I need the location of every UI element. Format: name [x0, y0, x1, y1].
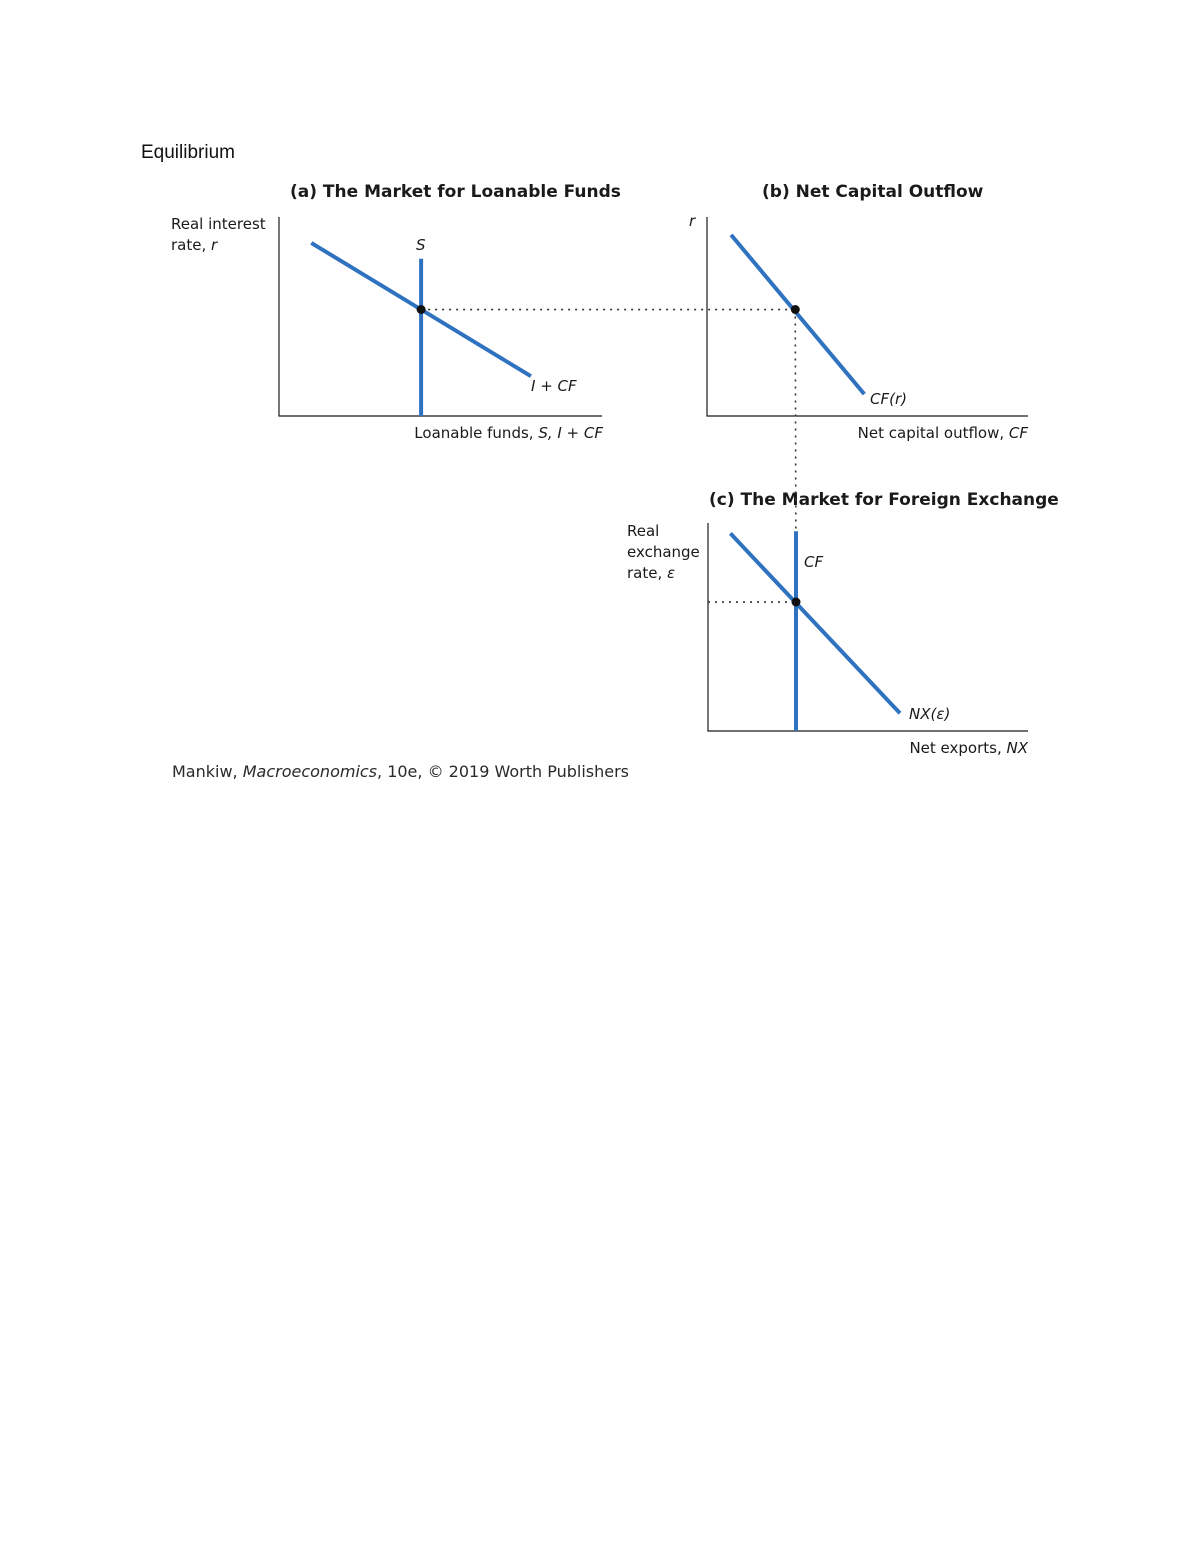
panel-c-title: (c) The Market for Foreign Exchange — [709, 490, 1059, 510]
panel-c-series-nx-label: NX(ε) — [909, 705, 951, 723]
panel-b-equilibrium-point — [791, 305, 800, 314]
panel-a-equilibrium-point — [417, 305, 426, 314]
panel-c-equilibrium-point — [792, 598, 801, 607]
panel-c-ylabel-line3: rate, ε — [627, 564, 676, 582]
panel-a-series-icf-label: I + CF — [531, 377, 577, 395]
panel-c-series-cf-label: CF — [804, 553, 824, 571]
figure-credit: Mankiw, Macroeconomics, 10e, © 2019 Worth Publishers — [172, 762, 629, 781]
chart-marks — [311, 235, 900, 731]
panel-b-series-0-line — [731, 235, 864, 394]
panel-b-xlabel: Net capital outflow, CF — [857, 424, 1028, 442]
panel-b-ylabel: r — [689, 212, 696, 230]
panel-a-xlabel: Loanable funds, S, I + CF — [414, 424, 603, 442]
panel-c-ylabel-line1: Real — [627, 522, 660, 540]
panel-c-axes — [708, 523, 1028, 731]
panel-a-title: (a) The Market for Loanable Funds — [290, 182, 621, 202]
panel-b-title: (b) Net Capital Outflow — [762, 182, 984, 202]
page-heading: Equilibrium — [141, 142, 235, 163]
panel-b-axes — [707, 217, 1028, 416]
panel-a-series-s-label: S — [416, 236, 426, 254]
panel-c-ylabel-line2: exchange — [627, 543, 700, 561]
panel-a-ylabel-line1: Real interest — [171, 215, 266, 233]
panel-c-xlabel: Net exports, NX — [909, 739, 1028, 757]
panel-b-series-cfr-label: CF(r) — [870, 390, 907, 408]
panel-a-ylabel-line2: rate, r — [171, 236, 218, 254]
